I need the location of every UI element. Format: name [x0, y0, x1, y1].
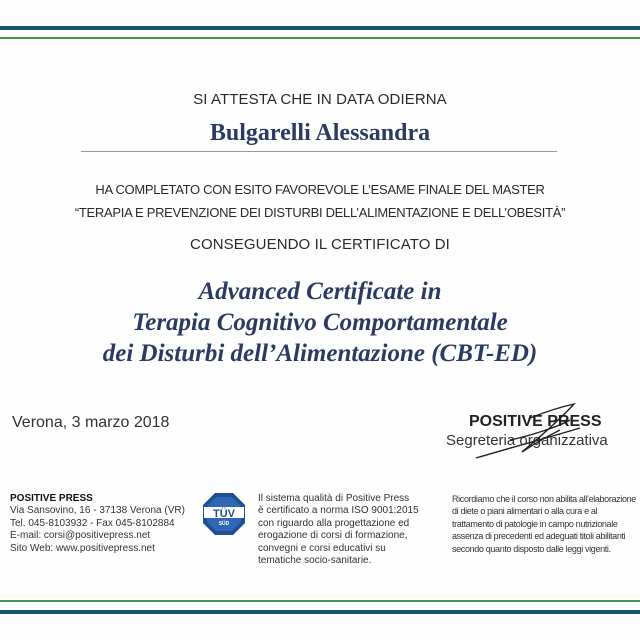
disclaimer-line: assenza di precedenti ed adeguati titoli abilitanti: [452, 531, 626, 542]
body-line-2: “TERAPIA E PREVENZIONE DEI DISTURBI DELL’ALIMENTAZIONE E DELL’OBESITÀ”: [74, 205, 566, 220]
address-line: E-mail: corsi@positivepress.net: [10, 530, 151, 542]
name-underline: [81, 151, 557, 152]
certificate-title-line: Terapia Cognitivo Comportamentale: [132, 309, 508, 336]
place-date: Verona, 3 marzo 2018: [12, 414, 170, 431]
footer-disclaimer: [452, 493, 636, 555]
disclaimer-line: trattamento di patologie in campo nutrizionale: [452, 518, 618, 529]
body-line-1: HA COMPLETATO CON ESITO FAVOREVOLE L’ESAME FINALE DEL MASTER: [95, 182, 545, 197]
handwritten-signature: [470, 400, 590, 465]
top-teal-rule: [0, 26, 640, 30]
quality-line: tematiche socio-sanitarie.: [258, 555, 372, 567]
footer-address: [10, 493, 185, 555]
disclaimer-line: Ricordiamo che il corso non abilita all’elaborazione: [452, 494, 636, 504]
body-line-3: CONSEGUENDO IL CERTIFICATO DI: [190, 236, 450, 253]
certificate-title-line: dei Disturbi dell’Alimentazione (CBT-ED): [102, 340, 538, 367]
address-line: Tel. 045-8103932 - Fax 045-8102884: [10, 517, 175, 529]
quality-line: è certificato a norma ISO 9001:2015: [258, 505, 419, 517]
attest-text: SI ATTESTA CHE IN DATA ODIERNA: [193, 91, 447, 108]
svg-text:SÜD: SÜD: [218, 521, 230, 527]
disclaimer-line: secondo quanto disposto dalle leggi vigenti.: [452, 543, 611, 554]
svg-text:TÜV: TÜV: [213, 508, 235, 520]
certificate-title: [0, 276, 640, 369]
quality-line: Il sistema qualità di Positive Press: [258, 493, 410, 504]
quality-line: con riguardo alla progettazione ed: [258, 517, 410, 529]
address-line: Via Sansovino, 16 - 37138 Verona (VR): [10, 505, 185, 517]
footer-quality: [258, 493, 419, 567]
bottom-green-rule: [0, 600, 640, 602]
quality-line: erogazione di corsi di formazione,: [258, 530, 408, 542]
signature-org: POSITIVE PRESS: [469, 413, 602, 430]
certificate-title-line: Advanced Certificate in: [198, 278, 442, 305]
address-line: Sito Web: www.positivepress.net: [10, 542, 155, 554]
recipient-name: Bulgarelli Alessandra: [209, 120, 431, 146]
footer-company: POSITIVE PRESS: [10, 493, 93, 504]
signature-role: Segreteria organizzativa: [446, 432, 608, 449]
quality-line: convegni e corsi educativi su: [258, 542, 386, 554]
tuv-logo: [202, 492, 246, 536]
disclaimer-line: di diete o piani alimentari o alla cura e al: [452, 506, 598, 517]
top-green-rule: [0, 37, 640, 39]
bottom-teal-rule: [0, 610, 640, 614]
